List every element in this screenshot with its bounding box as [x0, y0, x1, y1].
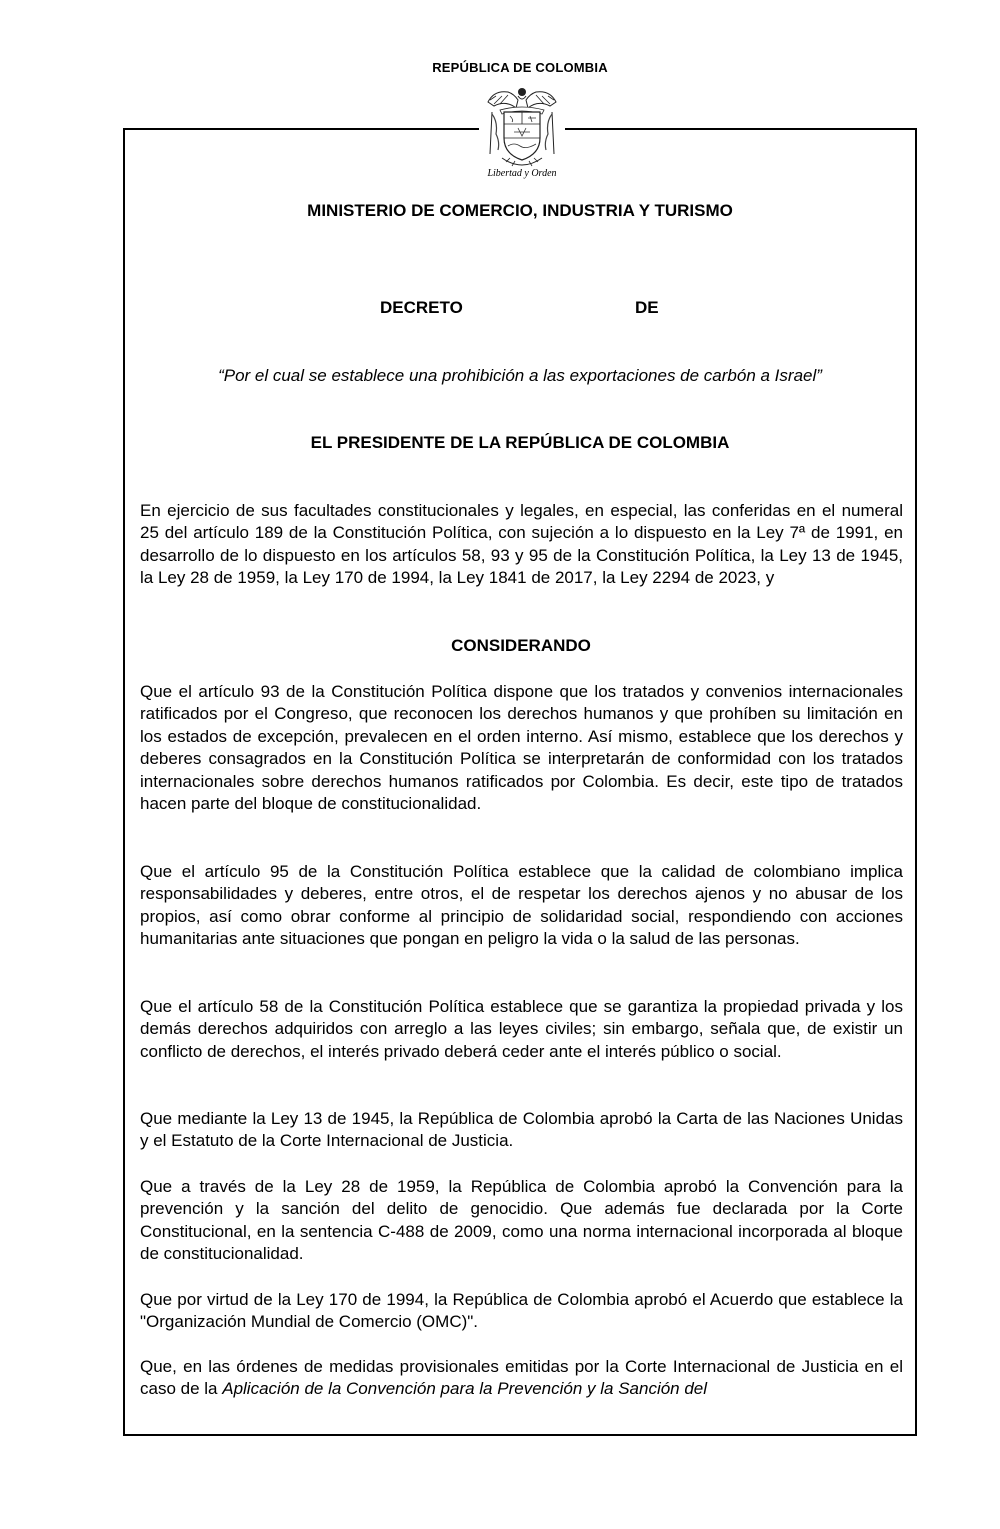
considering-paragraph: Que el artículo 58 de la Constitución Política establece que se garantiza la propiedad privada y los demás derechos adquiridos con arreglo a las leyes civiles; sin embargo, señala que, de existir un conflicto de derechos, el interés privado deberá ceder ante el interés público o social. [140, 997, 903, 1061]
paragraph-text: Que, en las órdenes de medidas provisionales emitidas por la Corte Internacional de Justicia en el caso de la [140, 1357, 903, 1399]
considering-paragraph: Que por virtud de la Ley 170 de 1994, la República de Colombia aprobó el Acuerdo que establece la "Organización Mundial de Comercio (OMC)". [140, 1290, 903, 1332]
frame-top-right-rule [565, 128, 917, 130]
considering-paragraph: Que el artículo 93 de la Constitución Política dispone que los tratados y convenios internacionales ratificados por el Congreso, que reconocen los derechos humanos y que prohíben su limitación en los estados de excepción, prevalecen en el orden interno. Así mismo, establece que los derechos y deberes consagrados en la Constitución Política se interpretarán de conformidad con los tratados internacionales sobre derechos humanos ratificados por Colombia. Es decir, este tipo de tratados hacen parte del bloque de constitucionalidad. [140, 682, 903, 814]
ministry-title: MINISTERIO DE COMERCIO, INDUSTRIA Y TURISMO [307, 201, 733, 220]
decree-de-label: DE [635, 298, 659, 317]
emblem-motto: Libertad y Orden [487, 168, 557, 179]
considering-paragraph: Que mediante la Ley 13 de 1945, la República de Colombia aprobó la Carta de las Naciones Unidas y el Estatuto de la Corte Internacional de Justicia. [140, 1109, 903, 1151]
preamble-paragraph: En ejercicio de sus facultades constitucionales y legales, en especial, las conferidas en el numeral 25 del artículo 189 de la Constitución Política, con sujeción a lo dispuesto en la Ley 7ª de 1991, en desarrollo de lo dispuesto en los artículos 58, 93 y 95 de la Constitución Política, la Ley 13 de 1945, la Ley 28 de 1959, la Ley 170 de 1994, la Ley 1841 de 2017, la Ley 2294 de 2023, y [140, 501, 903, 588]
considerando-heading: CONSIDERANDO [451, 636, 591, 655]
considering-paragraph: Que a través de la Ley 28 de 1959, la República de Colombia aprobó la Convención para la prevención y la sanción del delito de genocidio. Que además fue declarada por la Corte Constitucional, en la sentencia C-488 de 2009, como una norma internacional incorporada al bloque de constitucionalidad. [140, 1177, 903, 1264]
president-title: EL PRESIDENTE DE LA REPÚBLICA DE COLOMBIA [310, 433, 730, 452]
considering-paragraph-continued [140, 1356, 903, 1401]
country-header: REPÚBLICA DE COLOMBIA [432, 60, 608, 75]
decree-label: DECRETO [380, 298, 463, 317]
decree-subject: “Por el cual se establece una prohibición a las exportaciones de carbón a Israel” [218, 366, 822, 385]
frame-top-left-rule [123, 128, 479, 130]
case-title-italic: Aplicación de la Convención para la Prevención y la Sanción del [222, 1379, 708, 1399]
considering-paragraph: Que el artículo 95 de la Constitución Política establece que la calidad de colombiano implica responsabilidades y deberes, entre otros, el de respetar los derechos ajenos y no abusar de los propios, así como obrar conforme al principio de solidaridad social, respondiendo con acciones humanitarias ante situaciones que pongan en peligro la vida o la salud de las personas. [140, 862, 903, 949]
